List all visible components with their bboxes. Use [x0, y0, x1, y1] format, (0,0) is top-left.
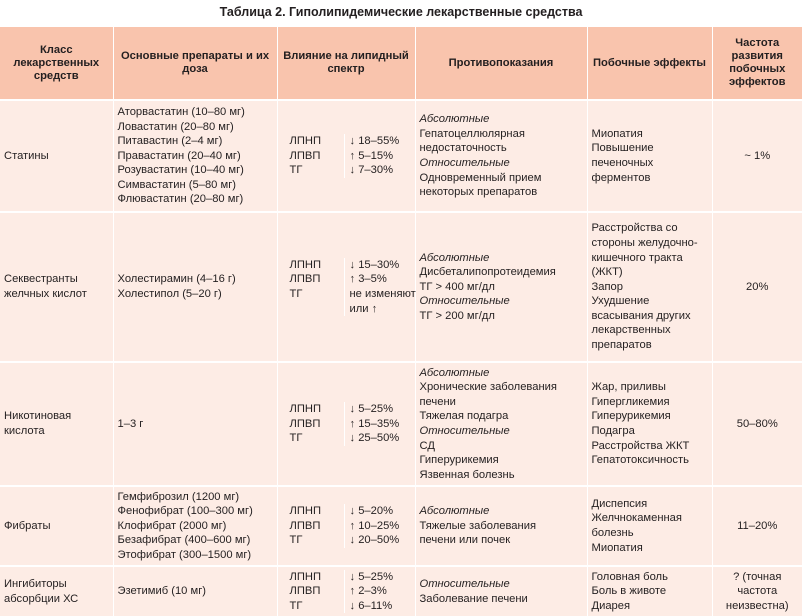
effect-cell [277, 212, 415, 362]
lipid-label: ЛПВП [289, 585, 321, 598]
drug-item: Аторвастатин (10–80 мг) [117, 105, 245, 118]
drug-item: 1–3 г [117, 417, 144, 430]
drug-item: Симвастатин (5–80 мг) [117, 178, 237, 191]
side-effect: Гиперурикемия [591, 410, 671, 423]
class-name: желчных кислот [4, 288, 87, 300]
drug-item: Правастатин (20–40 мг) [117, 149, 241, 162]
class-name: Ингибиторы [4, 577, 67, 590]
side-effect: (ЖКТ) [591, 266, 623, 279]
lipid-effect: ↓ 20–50% [349, 534, 400, 547]
table-title: Таблица 2. Гиполипидемические лекарственные средства [219, 5, 583, 19]
side-effect: препаратов [591, 339, 652, 352]
effect-cell [277, 362, 415, 486]
contra-item: ТГ > 200 мг/дл [419, 309, 495, 322]
drug-item: Этофибрат (300–1500 мг) [117, 548, 252, 561]
contra-item: ТГ > 400 мг/дл [419, 280, 495, 293]
contra-item: Гепатоцеллюлярная [419, 127, 525, 140]
drug-item: Фенофибрат (100–300 мг) [117, 505, 253, 518]
lipid-effect: ↑ 15–35% [349, 417, 400, 430]
contra-cell [415, 100, 587, 212]
drug-item: Гемфиброзил (1200 мг) [117, 490, 240, 503]
lipid-effect: ↓ 18–55% [349, 135, 400, 148]
header-freq: Частота развития побочных эффектов [712, 27, 802, 100]
lipid-label: ЛПНП [289, 570, 322, 583]
contra-heading: Абсолютные [419, 505, 490, 518]
lipid-effect: ↓ 5–20% [349, 505, 394, 518]
contra-item: печени или почек [419, 534, 511, 547]
frequency-cell: 50–80% [712, 362, 802, 486]
contra-item: Язвенная болезнь [419, 468, 515, 481]
side-effect: Головная боль [591, 570, 668, 583]
side-effect: Миопатия [591, 127, 643, 140]
drug-item: Безафибрат (400–600 мг) [117, 534, 251, 547]
effect-cell [277, 566, 415, 616]
side-effect: Диарея [591, 599, 631, 612]
lipid-effect: не изменяют [349, 288, 416, 300]
lipid-label: ТГ [289, 534, 303, 547]
class-name: Секвестранты [4, 273, 78, 286]
side-effects-cell [587, 212, 712, 362]
drug-item: Холестипол (5–20 г) [117, 288, 222, 300]
table-row [0, 362, 802, 486]
drug-item: Холестирамин (4–16 г) [117, 273, 236, 286]
table-row [0, 100, 802, 212]
side-effect: болезнь [591, 527, 634, 539]
frequency-cell: 20% [712, 212, 802, 362]
contra-cell [415, 362, 587, 486]
class-cell [0, 362, 113, 486]
frequency-cell: 11–20% [712, 486, 802, 566]
contra-item: некоторых препаратов [419, 186, 538, 199]
frequency-cell: ~ 1% [712, 100, 802, 212]
contra-item: Заболевание печени [419, 592, 528, 605]
drug-item: Клофибрат (2000 мг) [117, 519, 227, 532]
lipid-label: ТГ [289, 164, 303, 177]
lipid-label: ТГ [289, 599, 303, 612]
lipid-effect: ↓ 6–11% [349, 599, 393, 612]
header-drugs: Основные препараты и их доза [113, 27, 277, 100]
side-effect: Диспепсия [591, 497, 648, 510]
side-effect: Миопатия [591, 541, 643, 554]
side-effects-cell [587, 100, 712, 212]
lipid-drugs-table [0, 27, 802, 616]
contra-item: недостаточность [419, 142, 507, 155]
lipid-label: ЛПНП [289, 258, 322, 271]
side-effect: Ухудшение [591, 295, 650, 308]
table-row [0, 566, 802, 616]
side-effect: Повышение [591, 142, 654, 155]
side-effects-cell [587, 362, 712, 486]
effect-cell [277, 486, 415, 566]
side-effect: Жар, приливы [591, 381, 666, 394]
header-row [0, 27, 802, 100]
lipid-label: ЛПВП [289, 149, 321, 162]
lipid-effect: ↓ 15–30% [349, 258, 400, 271]
header-side: Побочные эффекты [587, 27, 712, 100]
lipid-effect: ↑ 10–25% [349, 519, 400, 532]
drugs-cell [113, 100, 277, 212]
contra-item: СД [419, 439, 435, 452]
class-name: Статины [4, 149, 49, 162]
contra-item: Тяжелая подагра [419, 410, 509, 423]
drugs-cell [113, 362, 277, 486]
contra-heading: Относительные [419, 295, 510, 308]
drugs-cell [113, 212, 277, 362]
side-effects-cell [587, 486, 712, 566]
class-cell [0, 486, 113, 566]
drug-item: Питавастин (2–4 мг) [117, 135, 223, 148]
side-effect: Гепатотоксичность [591, 454, 689, 467]
class-name: Фибраты [4, 519, 51, 532]
side-effect: ферментов [591, 171, 651, 184]
lipid-effect: ↓ 5–25% [349, 403, 394, 416]
frequency-cell [712, 566, 802, 616]
side-effect: кишечного тракта [591, 251, 683, 264]
side-effect: Гипергликемия [591, 395, 670, 408]
lipid-effect: ↓ 25–50% [349, 432, 400, 445]
class-name: кислота [4, 425, 45, 437]
contra-item: печени [419, 395, 456, 408]
contra-item: Хронические заболевания [419, 381, 557, 394]
header-contra: Противопоказания [415, 27, 587, 100]
class-cell [0, 100, 113, 212]
class-cell [0, 212, 113, 362]
frequency-text: ? (точная [733, 570, 782, 583]
side-effect: Запор [591, 280, 623, 293]
lipid-label: ЛПВП [289, 273, 321, 286]
side-effect: Желчнокаменная [591, 512, 682, 525]
lipid-effect: ↑ 5–15% [349, 149, 394, 162]
contra-cell [415, 566, 587, 616]
lipid-label: ТГ [289, 432, 303, 445]
contra-item: Гиперурикемия [419, 454, 499, 467]
lipid-label: ЛПНП [289, 403, 322, 416]
contra-heading: Относительные [419, 577, 510, 590]
drug-item: Ловастатин (20–80 мг) [117, 120, 234, 133]
side-effect: Расстройства со [591, 222, 678, 235]
contra-cell [415, 212, 587, 362]
side-effect: Расстройства ЖКТ [591, 439, 690, 452]
side-effect: лекарственных [591, 324, 671, 337]
side-effects-cell [587, 566, 712, 616]
lipid-label: ЛПНП [289, 505, 322, 518]
contra-heading: Относительные [419, 425, 510, 437]
contra-item: Одновременный прием [419, 171, 542, 184]
drugs-cell [113, 486, 277, 566]
lipid-label: ЛПНП [289, 135, 322, 148]
contra-heading: Абсолютные [419, 366, 490, 379]
drug-item: Розувастатин (10–40 мг) [117, 164, 244, 177]
lipid-label: ЛПВП [289, 519, 321, 532]
side-effect: печеночных [591, 157, 654, 169]
side-effect: Боль в животе [591, 585, 667, 598]
contra-heading: Относительные [419, 157, 510, 169]
class-name: абсорбции ХС [4, 592, 79, 605]
lipid-effect: ↓ 5–25% [349, 570, 394, 583]
lipid-effect: ↓ 7–30% [349, 164, 394, 177]
lipid-effect: ↑ 2–3% [349, 585, 387, 598]
header-effect: Влияние на липидный спектр [277, 27, 415, 100]
contra-item: Дисбеталипопротеидемия [419, 266, 556, 279]
contra-heading: Абсолютные [419, 113, 490, 126]
lipid-effect: ↑ 3–5% [349, 273, 387, 286]
drug-item: Флювастатин (20–80 мг) [117, 193, 244, 206]
drug-item: Эзетимиб (10 мг) [117, 585, 206, 598]
side-effect: стороны желудочно- [591, 236, 698, 249]
class-name: Никотиновая [4, 410, 72, 423]
lipid-effect: или ↑ [349, 302, 378, 315]
table-row [0, 212, 802, 362]
contra-item: Тяжелые заболевания [419, 519, 537, 532]
effect-cell [277, 100, 415, 212]
lipid-label: ТГ [289, 288, 303, 300]
contra-cell [415, 486, 587, 566]
frequency-text: частота [737, 585, 778, 598]
header-class: Класс лекарственных средств [0, 27, 113, 100]
contra-heading: Абсолютные [419, 251, 490, 264]
lipid-label: ЛПВП [289, 417, 321, 430]
side-effect: всасывания других [591, 309, 691, 322]
drugs-cell [113, 566, 277, 616]
class-cell [0, 566, 113, 616]
side-effect: Подагра [591, 425, 635, 437]
table-row [0, 486, 802, 566]
frequency-text: неизвестна) [725, 599, 789, 612]
